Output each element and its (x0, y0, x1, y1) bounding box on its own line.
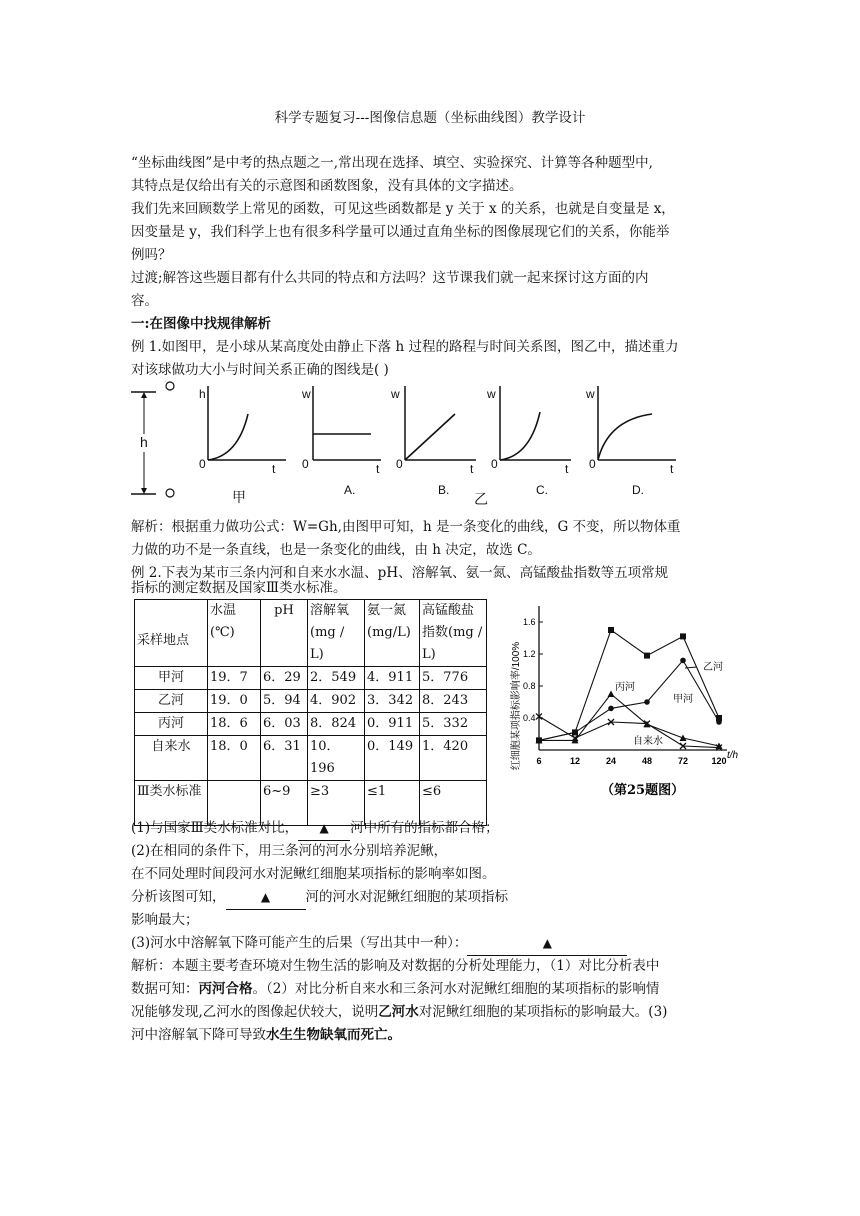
question-1: (1)与国家Ⅲ类水标准对比， ▲ 河中所有的指标都合格； (131, 817, 737, 841)
example1-solution-line-1: 解析：根据重力做功公式：W=Gh,由图甲可知，h 是一条变化的曲线，G 不变，所以物体重 (131, 519, 681, 535)
ball-drop-diagram (131, 382, 174, 497)
table-cell: 4．911 (365, 667, 420, 690)
chart-y-tick-label: 1.2 (523, 649, 536, 659)
transition-line-1: 过渡;解答这些题目都有什么共同的特点和方法吗？这节课我们就一起来探讨这方面的内 (131, 270, 649, 286)
chart-x-tick-label: 12 (569, 756, 581, 766)
table-cell: 0．149 (365, 736, 420, 781)
origin-label: 0 (589, 457, 596, 471)
solution-2-line-1: 解析：本题主要考查环境对生物生活的影响及对数据的分析处理能力，（1）对比分析表中 (131, 958, 660, 974)
chart-series-line (539, 716, 719, 747)
chart-x-tick-label: 48 (641, 756, 653, 766)
chart-y-tick-label: 1.6 (523, 617, 536, 627)
graph-option-b (390, 386, 488, 507)
caption-yi: 乙 (474, 491, 488, 507)
origin-label: 0 (199, 457, 206, 471)
example1-figure (126, 378, 696, 510)
option-d-label: D. (632, 483, 644, 497)
chart-data-point (608, 691, 615, 698)
table-header-row (135, 600, 487, 667)
chart-x-tick-label: 24 (605, 756, 617, 766)
table-row (135, 736, 487, 781)
table-cell: 自来水 (135, 736, 208, 781)
table-header-cell: 氨一氮(mg/L) (365, 600, 420, 667)
intro-line-1: “坐标曲线图”是中考的热点题之一,常出现在选择、填空、实验探究、计算等各种题型中, (131, 155, 653, 171)
graph-option-d (585, 386, 676, 497)
chart-series-label: 甲河 (673, 694, 693, 705)
table-cell: 18．0 (208, 736, 261, 781)
table-cell: 0．911 (365, 713, 420, 736)
axis-label-w: w (302, 387, 311, 401)
section-heading: 一:在图像中找规律解析 (131, 316, 271, 332)
review-line-1: 我们先来回顾数学上常见的函数，可见这些函数都是 y 关于 x 的关系，也就是自变量是 x， (131, 201, 675, 217)
table-cell: 6．31 (261, 736, 308, 781)
table-cell: 19．7 (208, 667, 261, 690)
axis-label-t: t (670, 462, 674, 476)
question-2-line-2: 在不同处理时间段河水对泥鳅红细胞某项指标的影响率如图。 (131, 866, 496, 882)
axis-label-h: h (199, 387, 206, 401)
axis-label-t: t (376, 462, 380, 476)
caption-jia: 甲 (232, 489, 246, 505)
chart-x-tick-label: 120 (711, 756, 727, 766)
table-cell: 5．332 (420, 713, 487, 736)
table-cell: 甲河 (135, 667, 208, 690)
chart-data-point (572, 730, 578, 736)
origin-label: 0 (396, 457, 403, 471)
table-header-cell: 高锰酸盐指数(mg / L) (420, 600, 487, 667)
table-cell: 8．243 (420, 690, 487, 713)
solution-2-line-3: 况能够发现,乙河水的图像起伏较大，说明乙河水对泥鳅红细胞的某项指标的影响最大。(3) (131, 1004, 668, 1020)
chart-data-point (644, 699, 650, 705)
chart-y-tick-label: 0.4 (523, 713, 536, 723)
table-cell: 6~9 (261, 781, 308, 826)
table-cell: 1．420 (420, 736, 487, 781)
table-cell: 6．03 (261, 713, 308, 736)
table-header-cell: 水温(℃) (208, 600, 261, 667)
chart-data-point (716, 719, 722, 725)
transition-line-2: 容。 (131, 293, 158, 309)
table-row (135, 690, 487, 713)
chart-x-axis-label: t/h (727, 750, 739, 761)
chart-y-axis-label: 红细胞某项指标影响率/100% (511, 641, 522, 771)
table-header-cell: 溶解氧(mg / L) (308, 600, 365, 667)
origin-label: 0 (491, 457, 498, 471)
answer-blank-2[interactable]: ▲ (226, 886, 306, 910)
chart-data-point (680, 633, 686, 639)
table-cell: 2．549 (308, 667, 365, 690)
axis-label-t: t (565, 462, 569, 476)
review-line-2: 因变量是 y，我们科学上也有很多科学量可以通过直角坐标的图像展现它们的关系，你能举 (131, 224, 670, 240)
option-b-label: B. (438, 483, 450, 497)
solution-2-line-4: 河中溶解氧下降可导致水生生物缺氧而死亡。 (131, 1027, 401, 1043)
height-label: h (140, 434, 148, 450)
axis-label-w: w (391, 387, 400, 401)
axis-label-w: w (586, 387, 595, 401)
option-c-label: C. (536, 483, 548, 497)
table-row (135, 667, 487, 690)
table-row (135, 713, 487, 736)
chart-data-point (608, 627, 614, 633)
table-cell: 18．6 (208, 713, 261, 736)
chart-y-tick-label: 0.8 (523, 681, 536, 691)
table-cell: ≥3 (308, 781, 365, 826)
table-cell: 8．824 (308, 713, 365, 736)
question-3: (3)河水中溶解氧下降可能产生的后果（写出其中一种）： ▲ (131, 932, 737, 956)
impact-rate-chart (505, 598, 745, 812)
example2-line-2: 指标的测定数据及国家Ⅲ类水标准。 (131, 580, 347, 596)
answer-blank-1[interactable]: ▲ (298, 817, 350, 841)
example1-line-2: 对该球做功大小与时间关系正确的图线是( ) (131, 362, 389, 378)
graph-h-t (199, 386, 286, 505)
intro-line-2: 其特点是仅给出有关的示意图和函数图象，没有具体的文字描述。 (131, 178, 523, 194)
ball-top-icon (166, 382, 174, 390)
chart-x-tick-label: 6 (536, 756, 542, 766)
option-a-label: A. (344, 483, 356, 497)
table-header-cell: pH (261, 600, 308, 667)
table-cell: 6．29 (261, 667, 308, 690)
review-line-3: 例吗？ (131, 247, 172, 263)
axis-label-w: w (487, 387, 496, 401)
example1-line-1: 例 1.如图甲，是小球从某高度处由静止下落 h 过程的路程与时间关系图，图乙中，描述重力 (131, 339, 679, 355)
example2-line-1: 例 2.下表为某市三条内河和自来水水温、pH、溶解氧、氨一氮、高锰酸盐指数等五项常规 (131, 565, 669, 581)
chart-series-label: 丙河 (615, 682, 635, 693)
answer-blank-3[interactable]: ▲ (467, 932, 627, 956)
chart-series-label: 自来水 (633, 736, 663, 747)
solution-2-line-2: 数据可知：丙河合格。（2）对比分析自来水和三条河水对泥鳅红细胞的某项指标的影响情 (131, 981, 660, 997)
chart-data-point (680, 658, 686, 664)
table-cell: 5．94 (261, 690, 308, 713)
chart-caption: （第25题图） (601, 783, 685, 798)
chart-data-point (608, 706, 614, 712)
ball-bottom-icon (166, 489, 174, 497)
table-cell: 乙河 (135, 690, 208, 713)
table-cell: 5．776 (420, 667, 487, 690)
document-title: 科学专题复习---图像信息题（坐标曲线图）教学设计 (274, 110, 586, 126)
table-cell: ≤6 (420, 781, 487, 826)
table-cell: 丙河 (135, 713, 208, 736)
question-2-line-1: (2)在相同的条件下，用三条河的河水分别培养泥鳅， (131, 843, 448, 859)
table-cell: 4．902 (308, 690, 365, 713)
axis-label-t: t (470, 462, 474, 476)
table-cell: 3．342 (365, 690, 420, 713)
graph-option-a (301, 386, 381, 497)
question-2-line-3: 分析该图可知， ▲ 河的河水对泥鳅红细胞的某项指标 (131, 886, 737, 910)
graph-option-c (486, 386, 571, 497)
table-header-cell: 采样地点 (135, 600, 208, 667)
table-cell: ≤1 (365, 781, 420, 826)
table-cell: Ⅲ类水标准 (135, 781, 208, 826)
axis-label-t: t (272, 462, 276, 476)
table-cell: 19．0 (208, 690, 261, 713)
chart-data-point (644, 653, 650, 659)
water-quality-table (134, 599, 487, 826)
question-2-line-4: 影响最大； (131, 912, 199, 928)
chart-data-point (680, 735, 687, 742)
chart-x-tick-label: 72 (677, 756, 689, 766)
table-cell: 10．196 (308, 736, 365, 781)
origin-label: 0 (302, 457, 309, 471)
example1-solution-line-2: 力做的功不是一条直线，也是一条变化的曲线，由 h 决定，故选 C。 (131, 542, 541, 558)
chart-series-label: 乙河 (703, 662, 723, 673)
